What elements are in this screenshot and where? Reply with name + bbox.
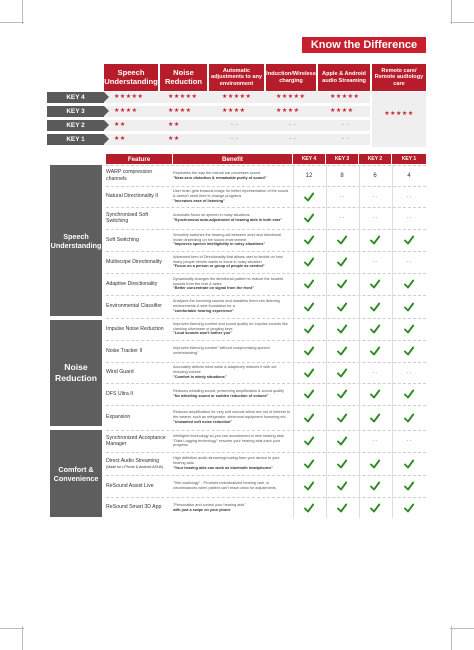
rating-cell: - - bbox=[342, 136, 350, 142]
benefit-text bbox=[173, 273, 291, 295]
benefit-text bbox=[173, 251, 291, 273]
key-cell bbox=[360, 207, 390, 229]
key-cell bbox=[394, 165, 424, 186]
checkmark-icon bbox=[337, 302, 347, 312]
checkmark-icon bbox=[370, 503, 380, 513]
rating-cell: - - bbox=[289, 136, 297, 142]
checkmark-icon bbox=[404, 279, 414, 289]
key-cell bbox=[394, 273, 424, 295]
checkmark-icon bbox=[404, 459, 414, 469]
feature-label: DFS Ultra II bbox=[106, 390, 134, 397]
key-cell bbox=[394, 340, 424, 362]
key-cell bbox=[294, 186, 324, 207]
category-header: Speech Understanding bbox=[104, 64, 158, 91]
feature-name bbox=[106, 497, 170, 518]
benefit-description: Improves listening comfort "without compromising speech understanding" bbox=[173, 346, 270, 355]
column-divider bbox=[392, 165, 393, 518]
checkmark-icon bbox=[370, 481, 380, 491]
benefit-description: Accurately detects wind noise & adaptively reduces it with out reducing volume bbox=[173, 365, 277, 375]
checkmark-icon bbox=[337, 279, 347, 289]
benefit-text bbox=[173, 430, 291, 452]
benefit-highlight: "Increases ease of listening" bbox=[173, 198, 225, 203]
benefit-description: "Tele-audiology" - Provides individualized hearing care, in circumstances when patient can't reach clinic for adjustments bbox=[173, 481, 276, 490]
key-cell bbox=[294, 452, 324, 475]
benefit-highlight: "No whistling sound or sudden reduction of volume" bbox=[173, 394, 269, 398]
key-cell bbox=[360, 430, 390, 452]
checkmark-icon bbox=[337, 503, 347, 513]
channel-count: 8 bbox=[340, 172, 344, 179]
key-label: KEY 3 bbox=[47, 106, 104, 117]
feature-label: Direct Audio Streaming bbox=[106, 458, 160, 464]
feature-name bbox=[106, 165, 170, 186]
crop-mark bbox=[0, 22, 24, 23]
key-cell bbox=[360, 362, 390, 383]
feature-label: ReSound Smart 3D App bbox=[106, 504, 162, 511]
key2-header: KEY 2 bbox=[359, 154, 391, 164]
checkmark-icon bbox=[370, 279, 380, 289]
key-cell bbox=[394, 251, 424, 273]
key3-header: KEY 3 bbox=[326, 154, 358, 164]
key-cell bbox=[394, 229, 424, 251]
checkmark-icon bbox=[304, 302, 314, 312]
key-cell bbox=[394, 497, 424, 518]
key-cell bbox=[327, 497, 357, 518]
checkmark-icon bbox=[337, 235, 347, 245]
not-available-dash: - - bbox=[372, 438, 378, 444]
rating-cell: ★★ bbox=[168, 122, 180, 128]
feature-name bbox=[106, 229, 170, 251]
rating-cell: ★★★★★ bbox=[222, 94, 252, 100]
key-label: KEY 2 bbox=[47, 120, 104, 131]
key-cell bbox=[394, 475, 424, 497]
column-divider bbox=[293, 165, 294, 518]
rating-cell: ★★ bbox=[168, 136, 180, 142]
key-cell bbox=[294, 340, 324, 362]
key-cell bbox=[294, 251, 324, 273]
feature-name bbox=[106, 430, 170, 452]
benefit-description: Analyzes the incoming sounds and classifies them into listening environments & sets foundation for a bbox=[173, 299, 280, 309]
benefit-highlight: "Better concentrate on signal from the front" bbox=[173, 286, 254, 291]
benefit-description: Replicates the way the natural ear processes sound bbox=[173, 170, 261, 175]
checkmark-icon bbox=[304, 481, 314, 491]
benefit-description: Advanced form of Directionality that allows user to decide on how many people he/she wants to focus in noisy situation bbox=[173, 254, 283, 264]
benefit-text bbox=[173, 295, 291, 318]
feature-header: Feature bbox=[106, 154, 172, 164]
rating-cell: ★★★★★ bbox=[330, 94, 360, 100]
key-cell bbox=[394, 207, 424, 229]
key-cell bbox=[294, 475, 324, 497]
feature-name bbox=[106, 383, 170, 405]
feature-label: Multiscope Directionality bbox=[106, 258, 162, 265]
not-available-dash: - - bbox=[339, 193, 345, 200]
benefit-text bbox=[173, 318, 291, 340]
key-cell bbox=[327, 207, 357, 229]
rating-cell: ★★★★ bbox=[168, 108, 192, 114]
checkmark-icon bbox=[304, 368, 314, 378]
not-available-dash: - - bbox=[339, 215, 345, 221]
rating-cell: - - bbox=[231, 122, 239, 128]
column-divider bbox=[326, 165, 327, 518]
benefit-text bbox=[173, 340, 291, 362]
key-cell bbox=[394, 383, 424, 405]
rating-cell: ★★★★★ bbox=[168, 94, 198, 100]
key-cell bbox=[327, 229, 357, 251]
benefit-highlight: "Improves speech intelligibility in noisy situations" bbox=[173, 242, 266, 247]
key-cell bbox=[360, 497, 390, 518]
benefit-highlight: "Near-zero distortion & remarkable purity of sound" bbox=[173, 175, 267, 180]
rating-cell: ★★★★ bbox=[330, 108, 354, 114]
not-available-dash: - - bbox=[372, 259, 378, 265]
feature-label: WARP compression channels bbox=[106, 169, 153, 182]
key-cell bbox=[360, 475, 390, 497]
feature-name bbox=[106, 186, 170, 207]
benefit-description: Intelligent technology so you can accustomed to new hearing aids. "Data Logging technology" ensures your hearing aids track your progress bbox=[173, 433, 285, 448]
rating-cell: ★★ bbox=[114, 136, 126, 142]
benefit-header: Benefit bbox=[173, 154, 292, 164]
not-available-dash: - - bbox=[372, 215, 378, 221]
benefit-text bbox=[173, 186, 291, 207]
feature-name bbox=[106, 318, 170, 340]
remote-care-stars: ★★★★★ bbox=[384, 111, 414, 117]
key-cell bbox=[360, 186, 390, 207]
key-cell bbox=[360, 251, 390, 273]
checkmark-icon bbox=[370, 346, 380, 356]
key-cell bbox=[294, 405, 324, 430]
checkmark-icon bbox=[404, 235, 414, 245]
not-available-dash: - - bbox=[406, 369, 412, 376]
benefit-text bbox=[173, 207, 291, 229]
checkmark-icon bbox=[304, 459, 314, 469]
checkmark-icon bbox=[337, 257, 347, 267]
key4-header: KEY 4 bbox=[293, 154, 325, 164]
checkmark-icon bbox=[370, 235, 380, 245]
rating-cell: ★★★★★ bbox=[114, 94, 144, 100]
benefit-text bbox=[173, 452, 291, 475]
feature-label: ReSound Assist Live bbox=[106, 482, 154, 489]
checkmark-icon bbox=[404, 413, 414, 423]
benefit-highlight: "Synchronous auto-adjustment of hearing aids in both ears" bbox=[173, 218, 283, 222]
feature-label: Synchronized Acceptance Manager bbox=[106, 434, 166, 447]
remote-care-cell bbox=[372, 92, 426, 147]
rating-cell: ★★★★ bbox=[222, 108, 246, 114]
category-header: Automatic adjustments to any environment bbox=[209, 64, 264, 91]
feature-name bbox=[106, 273, 170, 295]
key-cell bbox=[394, 186, 424, 207]
checkmark-icon bbox=[370, 302, 380, 312]
checkmark-icon bbox=[304, 213, 314, 223]
benefit-description: User brain gets binaural image for better representation of the sound & doesn't need time to change programs bbox=[173, 189, 289, 199]
section-label: Speech Understanding bbox=[50, 165, 102, 316]
checkmark-icon bbox=[337, 324, 347, 334]
benefit-description: Reduces whistling sound, preserving amplification & sound quality bbox=[173, 389, 285, 394]
key-cell bbox=[294, 207, 324, 229]
feature-label: Wind Guard bbox=[106, 369, 134, 376]
key-cell bbox=[327, 430, 357, 452]
checkmark-icon bbox=[404, 503, 414, 513]
not-available-dash: - - bbox=[406, 215, 412, 221]
benefit-highlight: "Comfort in windy situations" bbox=[173, 374, 227, 379]
key-cell bbox=[294, 229, 324, 251]
rating-cell: - - bbox=[342, 122, 350, 128]
key-cell bbox=[394, 452, 424, 475]
channel-count: 12 bbox=[305, 172, 313, 179]
key-cell bbox=[360, 318, 390, 340]
key-cell bbox=[327, 165, 357, 186]
key-cell bbox=[327, 186, 357, 207]
crop-mark bbox=[450, 22, 474, 23]
key-cell bbox=[294, 383, 324, 405]
key-cell bbox=[360, 229, 390, 251]
rating-cell: - - bbox=[289, 122, 297, 128]
feature-name bbox=[106, 295, 170, 318]
not-available-dash: - - bbox=[406, 259, 412, 265]
checkmark-icon bbox=[404, 346, 414, 356]
key-cell bbox=[360, 165, 390, 186]
category-header: Remote care/ Remote audiology care bbox=[372, 64, 426, 91]
section-label: Noise Reduction bbox=[50, 320, 102, 426]
key-cell bbox=[294, 362, 324, 383]
crop-mark bbox=[22, 626, 23, 650]
key-cell bbox=[327, 318, 357, 340]
checkmark-icon bbox=[304, 257, 314, 267]
benefit-text bbox=[173, 383, 291, 405]
checkmark-icon bbox=[370, 413, 380, 423]
checkmark-icon bbox=[404, 302, 414, 312]
feature-name bbox=[106, 475, 170, 497]
key-cell bbox=[294, 165, 324, 186]
channel-count: 4 bbox=[407, 172, 411, 179]
key-cell bbox=[327, 251, 357, 273]
crop-mark bbox=[22, 0, 23, 24]
benefit-highlight: with just a swipe on your phone bbox=[173, 507, 231, 512]
benefit-description: "Personalise and control your hearing aids" bbox=[173, 502, 246, 507]
key-cell bbox=[327, 383, 357, 405]
feature-name bbox=[106, 405, 170, 430]
key-cell bbox=[394, 362, 424, 383]
crop-mark bbox=[0, 628, 24, 629]
key-cell bbox=[394, 295, 424, 318]
key-cell bbox=[294, 273, 324, 295]
channel-count: 6 bbox=[373, 172, 377, 179]
key-cell bbox=[327, 452, 357, 475]
benefit-highlight: "Your hearing aids can work as bluetooth headphones" bbox=[173, 465, 273, 470]
benefit-text bbox=[173, 165, 291, 186]
feature-name bbox=[106, 362, 170, 383]
checkmark-icon bbox=[337, 389, 347, 399]
key-cell bbox=[294, 430, 324, 452]
benefit-highlight: "Unwanted soft noise reduction" bbox=[173, 419, 233, 424]
key-label: KEY 4 bbox=[47, 92, 104, 103]
not-available-dash: - - bbox=[372, 193, 378, 200]
feature-label: Synchronised Soft Switching bbox=[106, 211, 149, 224]
feature-label: Adaptive Directionality bbox=[106, 280, 158, 287]
key-cell bbox=[394, 405, 424, 430]
checkmark-icon bbox=[404, 324, 414, 334]
benefit-description: Automatic focus on speech in noisy situations bbox=[173, 213, 250, 218]
rating-cell: ★★★★★ bbox=[276, 94, 306, 100]
benefit-text bbox=[173, 497, 291, 518]
key-cell bbox=[327, 295, 357, 318]
feature-name bbox=[106, 251, 170, 273]
key-cell bbox=[360, 405, 390, 430]
category-header: Induction/Wireless charging bbox=[266, 64, 316, 91]
feature-label: Expansion bbox=[106, 414, 131, 421]
key-cell bbox=[360, 383, 390, 405]
key-cell bbox=[327, 340, 357, 362]
rating-cell: ★★★★ bbox=[114, 108, 138, 114]
page-title: Know the Difference bbox=[302, 37, 426, 53]
benefit-highlight: "Loud sounds won't bother you" bbox=[173, 331, 232, 336]
checkmark-icon bbox=[304, 346, 314, 356]
checkmark-icon bbox=[370, 324, 380, 334]
checkmark-icon bbox=[337, 459, 347, 469]
key-cell bbox=[327, 273, 357, 295]
feature-name bbox=[106, 340, 170, 362]
key-cell bbox=[360, 295, 390, 318]
benefit-highlight: "Focus on a person or group of people as needed" bbox=[173, 264, 265, 269]
crop-mark bbox=[451, 0, 452, 24]
feature-label: Impulse Noise Reduction bbox=[106, 325, 164, 332]
benefit-description: Dynamically changes the directional pattern to reduce the loudest sounds from the rear & sides bbox=[173, 276, 283, 286]
benefit-description: Improves listening comfort and sound quality for impulse sounds like clanking silverware or jangling keys bbox=[173, 321, 288, 331]
checkmark-icon bbox=[337, 368, 347, 378]
benefit-description: High definition audio streaming/routing from your device to your hearing aids. bbox=[173, 456, 280, 466]
checkmark-icon bbox=[304, 279, 314, 289]
not-available-dash: - - bbox=[372, 369, 378, 376]
rating-cell: ★★ bbox=[114, 122, 126, 128]
rating-cell: ★★★★ bbox=[276, 108, 300, 114]
feature-label: Soft Switching bbox=[106, 236, 139, 243]
crop-mark bbox=[450, 628, 474, 629]
key-cell bbox=[394, 430, 424, 452]
feature-name bbox=[106, 452, 170, 475]
benefit-text bbox=[173, 229, 291, 251]
not-available-dash: - - bbox=[406, 193, 412, 200]
category-header: Apple & Android audio Streaming bbox=[318, 64, 370, 91]
checkmark-icon bbox=[370, 459, 380, 469]
checkmark-icon bbox=[304, 192, 314, 202]
checkmark-icon bbox=[370, 389, 380, 399]
checkmark-icon bbox=[304, 413, 314, 423]
checkmark-icon bbox=[337, 346, 347, 356]
section-label: Comfort & Convenience bbox=[50, 430, 102, 517]
benefit-text bbox=[173, 405, 291, 430]
feature-name bbox=[106, 207, 170, 229]
benefit-text bbox=[173, 362, 291, 383]
checkmark-icon bbox=[304, 235, 314, 245]
column-divider bbox=[359, 165, 360, 518]
key-cell bbox=[327, 475, 357, 497]
key-cell bbox=[360, 452, 390, 475]
key-cell bbox=[327, 405, 357, 430]
key-cell bbox=[394, 318, 424, 340]
benefit-text bbox=[173, 475, 291, 497]
checkmark-icon bbox=[304, 324, 314, 334]
checkmark-icon bbox=[404, 389, 414, 399]
checkmark-icon bbox=[404, 481, 414, 491]
key-cell bbox=[294, 497, 324, 518]
category-header: Noise Reduction bbox=[160, 64, 207, 91]
key-cell bbox=[294, 318, 324, 340]
feature-label: Environmental Classifier bbox=[106, 303, 162, 310]
benefit-description: Smoothly switches the hearing aid between omni and directional mode depending on the sound environment bbox=[173, 232, 282, 242]
feature-label: Noise Tracker II bbox=[106, 347, 143, 354]
key-cell bbox=[294, 295, 324, 318]
benefit-highlight: "comfortable hearing experience" bbox=[173, 308, 234, 313]
checkmark-icon bbox=[304, 436, 314, 446]
benefit-description: Reduces amplification for very soft sounds which are not of interest to the wearer, such as refrigerator, electronal equipment humming etc. bbox=[173, 410, 290, 420]
not-available-dash: - - bbox=[406, 438, 412, 444]
crop-mark bbox=[451, 626, 452, 650]
key1-header: KEY 1 bbox=[392, 154, 426, 164]
checkmark-icon bbox=[304, 503, 314, 513]
checkmark-icon bbox=[304, 389, 314, 399]
key-cell bbox=[360, 340, 390, 362]
rating-cell: - - bbox=[231, 136, 239, 142]
key-cell bbox=[327, 362, 357, 383]
key-cell bbox=[360, 273, 390, 295]
feature-label: Natural Directionality II bbox=[106, 193, 159, 200]
feature-sublabel: (Made for i-Phone & Android ASHA) bbox=[106, 464, 164, 469]
checkmark-icon bbox=[337, 436, 347, 446]
key-label: KEY 1 bbox=[47, 134, 104, 145]
checkmark-icon bbox=[337, 413, 347, 423]
checkmark-icon bbox=[337, 481, 347, 491]
